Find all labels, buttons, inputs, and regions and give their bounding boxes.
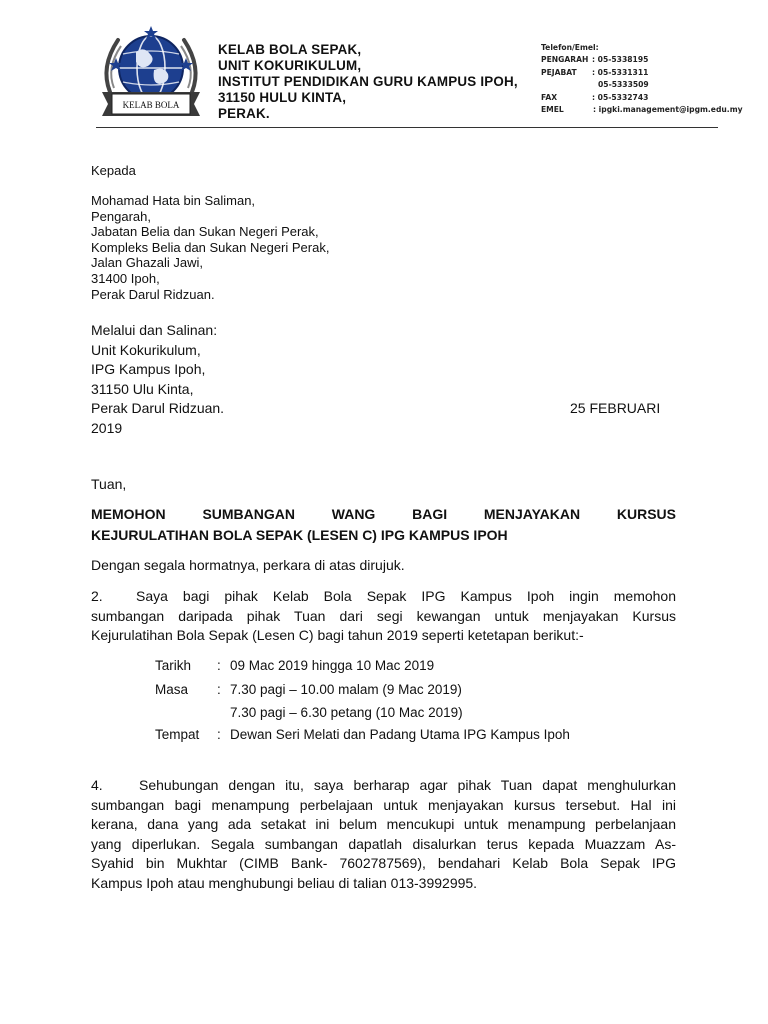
contact-heading: Telefon/Emel: bbox=[541, 43, 599, 52]
paragraph-4-line: yang diperlukan. Segala sumbangan dapatlah disalurkan terus kepada Muazzam As- bbox=[91, 835, 676, 852]
subject-heading bbox=[91, 504, 676, 546]
org-line: 31150 HULU KINTA, bbox=[218, 90, 347, 105]
recipient-line: Jabatan Belia dan Sukan Negeri Perak, bbox=[91, 224, 319, 240]
greeting: Tuan, bbox=[91, 476, 127, 492]
letter-date: 25 FEBRUARI bbox=[570, 400, 661, 416]
tarikh-label: Tarikh bbox=[155, 658, 192, 673]
subject-line: KEJURULATIHAN BOLA SEPAK (LESEN C) IPG KAMPUS IPOH bbox=[91, 527, 508, 543]
tempat-colon: : bbox=[217, 727, 221, 742]
recipient-line: Kompleks Belia dan Sukan Negeri Perak, bbox=[91, 239, 330, 255]
masa-value-2: 7.30 pagi – 6.30 petang (10 Mac 2019) bbox=[230, 705, 463, 720]
via-line: IPG Kampus Ipoh, bbox=[91, 361, 206, 377]
contact-label: PEJABAT bbox=[541, 67, 577, 77]
paragraph-2-line: Kejurulatihan Bola Sepak (Lesen C) bagi tahun 2019 seperti ketetapan berikut:- bbox=[91, 627, 584, 644]
recipient-line: Pengarah, bbox=[91, 208, 151, 224]
tempat-value: Dewan Seri Melati dan Padang Utama IPG Kampus Ipoh bbox=[230, 727, 570, 742]
recipient-line: Mohamad Hata bin Saliman, bbox=[91, 193, 256, 208]
tarikh-value: 09 Mac 2019 hingga 10 Mac 2019 bbox=[230, 658, 435, 673]
header-divider bbox=[96, 127, 718, 128]
contact-email: : ipgki.management@ipgm.edu.my bbox=[593, 104, 743, 114]
contact-value: : 05-5331311 bbox=[592, 67, 649, 77]
contact-label: PENGARAH bbox=[541, 55, 589, 65]
recipient-address bbox=[91, 193, 329, 302]
via-address bbox=[91, 321, 224, 438]
paragraph-2-line: Saya bagi pihak Kelab Bola Sepak IPG Kampus Ipoh ingin memohon bbox=[136, 588, 676, 604]
contact-value: : 05-5332743 bbox=[592, 92, 649, 102]
org-line: KELAB BOLA SEPAK, bbox=[218, 42, 362, 57]
organization-address bbox=[218, 42, 518, 122]
paragraph-2-line: sumbangan daripada pihak Tuan dari segi kewangan untuk menjayakan Kursus bbox=[91, 607, 676, 624]
paragraph-4-line: Sehubungan dengan itu, saya berharap agar pihak Tuan dapat menghulurkan bbox=[139, 777, 676, 793]
paragraph-2 bbox=[91, 587, 676, 646]
org-line: PERAK. bbox=[218, 106, 270, 121]
recipient-line: Perak Darul Ridzuan. bbox=[91, 286, 215, 302]
via-line: Melalui dan Salinan: bbox=[91, 322, 218, 338]
date-year: 2019 bbox=[91, 419, 123, 436]
kepada-label: Kepada bbox=[91, 163, 136, 178]
club-logo bbox=[96, 22, 206, 130]
paragraph-4-number: 4. bbox=[91, 777, 103, 793]
masa-value-1: 7.30 pagi – 10.00 malam (9 Mac 2019) bbox=[230, 682, 462, 697]
via-line: 31150 Ulu Kinta, bbox=[91, 380, 194, 397]
paragraph-1: Dengan segala hormatnya, perkara di atas dirujuk. bbox=[91, 557, 405, 573]
recipient-line: Jalan Ghazali Jawi, bbox=[91, 255, 203, 271]
paragraph-4-line: Kampus Ipoh atau menghubungi beliau di talian 013-3992995. bbox=[91, 874, 478, 891]
contact-label: EMEL bbox=[541, 104, 564, 114]
contact-value: 05-5333509 bbox=[598, 80, 649, 90]
masa-label: Masa bbox=[155, 682, 189, 697]
org-line: UNIT KOKURIKULUM, bbox=[218, 58, 362, 73]
contact-value: : 05-5338195 bbox=[592, 55, 649, 65]
paragraph-4-line: Syahid bin Mukhtar (CIMB Bank- 7602787569), bendahari Kelab Bola Sepak IPG bbox=[91, 855, 676, 872]
paragraph-4-line: sumbangan bagi menampung perbelajaan untuk menjayakan kursus tersebut. Hal ini bbox=[91, 796, 676, 813]
masa-colon: : bbox=[217, 682, 221, 697]
org-line: INSTITUT PENDIDIKAN GURU KAMPUS IPOH, bbox=[218, 74, 518, 89]
paragraph-4-line: kerana, dana yang ada setakat ini belum mencukupi untuk menampung perbelanjaan bbox=[91, 816, 676, 833]
logo-text: KELAB BOLA bbox=[122, 100, 180, 110]
tempat-label: Tempat bbox=[155, 727, 200, 742]
paragraph-4 bbox=[91, 776, 676, 894]
tarikh-colon: : bbox=[217, 658, 221, 673]
paragraph-2-number: 2. bbox=[91, 588, 103, 604]
via-line: Unit Kokurikulum, bbox=[91, 341, 201, 358]
subject-line: MEMOHON SUMBANGAN WANG BAGI MENJAYAKAN KURSUS bbox=[91, 506, 676, 522]
recipient-line: 31400 Ipoh, bbox=[91, 270, 160, 286]
contact-label: FAX bbox=[541, 92, 558, 102]
via-line: Perak Darul Ridzuan. bbox=[91, 400, 225, 416]
